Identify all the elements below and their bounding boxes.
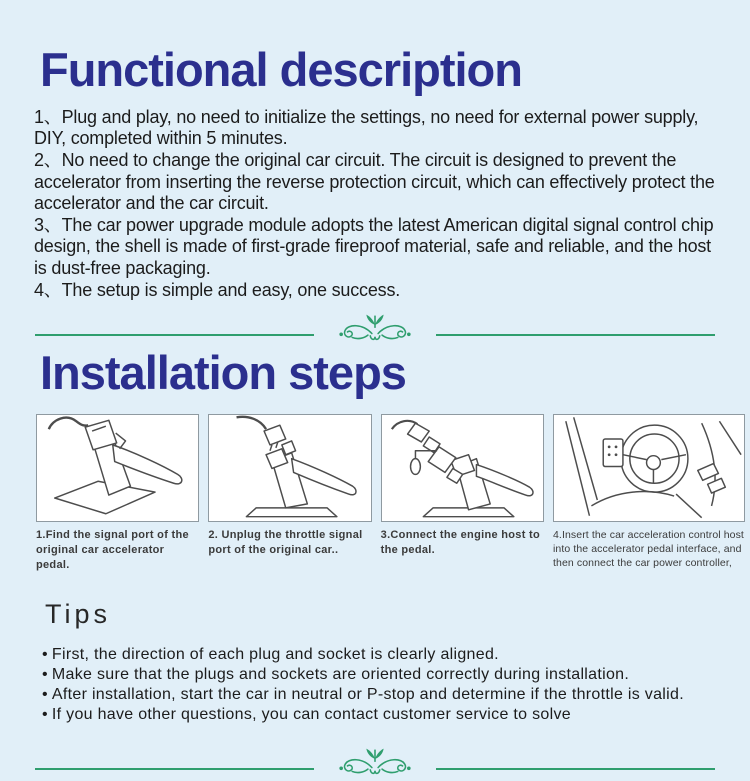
bullet-icon: • <box>42 665 48 683</box>
step-4-illustration <box>553 414 745 522</box>
functional-item-1: 1、Plug and play, no need to initialize the settings, no need for external power supply, DIY, completed within 5 minutes. <box>34 106 699 149</box>
functional-item-2: 2、No need to change the original car circuit. The circuit is designed to prevent the accelerator from inserting the reverse protection circuit, which can effectively protect the accelerator and the car circuit. <box>34 150 715 214</box>
divider-line-left <box>35 334 314 336</box>
tip-text: If you have other questions, you can contact customer service to solve <box>51 705 571 723</box>
step-1-caption: 1.Find the signal port of the original car accelerator pedal. <box>36 529 189 571</box>
installation-steps-row <box>36 414 745 573</box>
section-divider-top <box>35 309 715 347</box>
tip-text: First, the direction of each plug and socket is clearly aligned. <box>51 645 499 663</box>
bullet-icon: • <box>42 685 48 703</box>
installation-steps-title: Installation steps <box>40 346 406 400</box>
tip-item-3 <box>42 685 750 705</box>
step-3-illustration <box>381 414 544 522</box>
step-2-caption: 2. Unplug the throttle signal port of the original car.. <box>208 529 363 556</box>
divider-line-right <box>436 768 715 770</box>
functional-description-list <box>34 107 716 301</box>
functional-item-4: 4、The setup is simple and easy, one success. <box>34 279 401 300</box>
bullet-icon: • <box>42 645 48 663</box>
accelerator-pedal-with-plug-icon <box>37 415 198 521</box>
tip-item-1 <box>42 645 750 665</box>
bullet-icon: • <box>42 705 48 723</box>
divider-line-right <box>436 334 715 336</box>
installation-step-1 <box>36 414 199 573</box>
tips-list <box>42 645 750 725</box>
tips-title: Tips <box>45 598 112 629</box>
installation-step-2 <box>208 414 371 573</box>
green-flourish-icon <box>316 743 434 781</box>
tip-item-4 <box>42 705 750 725</box>
pedal-plug-removed-icon <box>209 415 370 521</box>
installation-step-3 <box>381 414 544 573</box>
tip-text: After installation, start the car in neutral or P-stop and determine if the throttle is valid. <box>51 685 684 703</box>
divider-line-left <box>35 768 314 770</box>
tip-text: Make sure that the plugs and sockets are oriented correctly during installation. <box>51 665 630 683</box>
step-4-caption: 4.Insert the car acceleration control host into the accelerator pedal interface, and then connect the car power controller, <box>552 529 744 570</box>
step-3-caption: 3.Connect the engine host to the pedal. <box>380 529 541 556</box>
functional-item-3: 3、The car power upgrade module adopts the latest American digital signal control chip design, the shell is made of first-grade fireproof material, safe and reliable, and the host is dust-free packaging. <box>34 214 714 279</box>
section-divider-bottom <box>35 743 715 781</box>
tip-item-2 <box>42 665 750 685</box>
step-1-illustration <box>36 414 199 522</box>
green-flourish-icon <box>316 309 434 347</box>
dashboard-steering-wheel-icon <box>554 415 744 521</box>
installation-step-4 <box>553 414 745 573</box>
step-2-illustration <box>208 414 371 522</box>
functional-description-title: Functional description <box>40 43 522 96</box>
pedal-with-host-module-icon <box>382 415 543 521</box>
